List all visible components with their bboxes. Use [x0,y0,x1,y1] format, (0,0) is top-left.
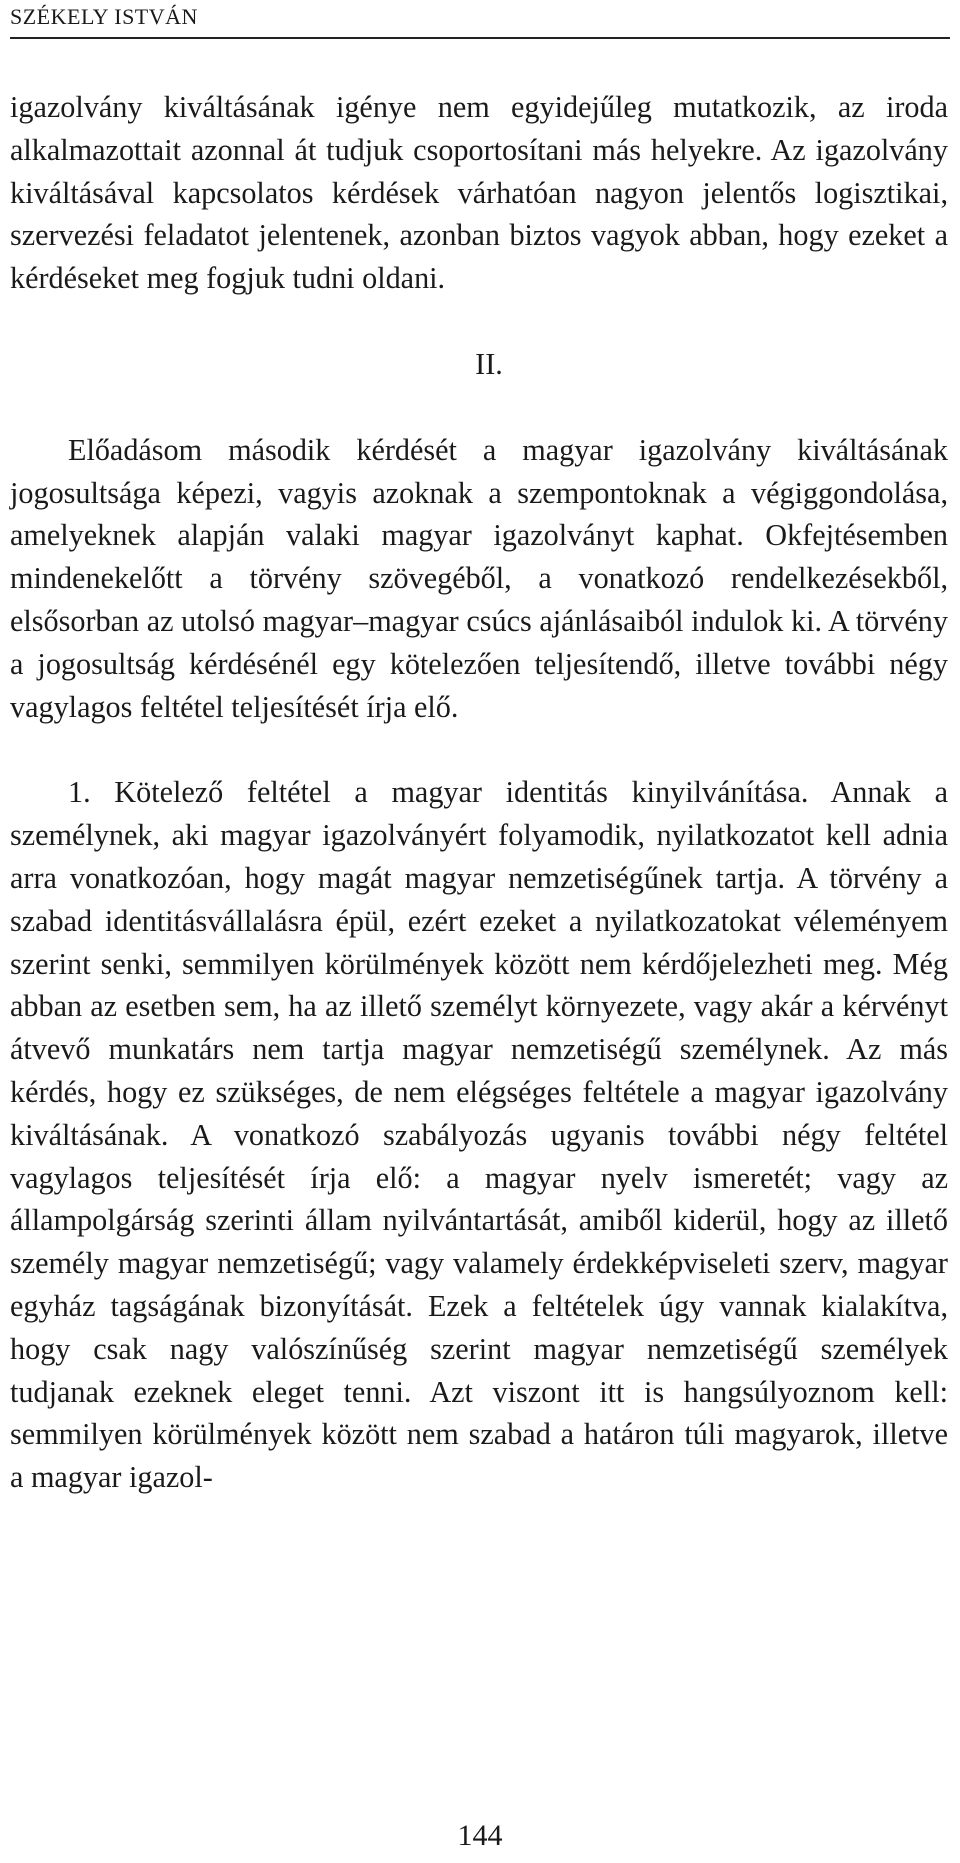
header-rule [10,37,950,39]
paragraph-gap [10,728,948,771]
paragraph-continued: igazolvány kiváltásának igénye nem egyidejűleg mutatkozik, az iroda alkalmazottait azonnal át tudjuk csoportosítani más helyekre. Az igazolvány kiváltásával kapcsolatos kérdések várhatóan nagyon jelentős logisztikai, szervezési feladatot jelentenek, azonban biztos vagyok abban, hogy ezeket a kérdéseket meg fogjuk tudni oldani. [10,90,948,296]
body-text [10,86,948,1499]
section-heading: II. [475,346,503,381]
paragraph-mandatory-condition: 1. Kötelező feltétel a magyar identitás kinyilvánítása. Annak a személynek, aki magyar igazolványért folyamodik, nyilatkozatot kell adnia arra vonatkozóan, hogy magát magyar nemzetiségűnek tartja. A törvény a szabad identitásvállalásra épül, ezért ezeket a nyilatkozatokat véleményem szerint senki, semmilyen körülmények között nem kérdőjelezheti meg. Még abban az esetben sem, ha az illető személyt környezete, vagy akár a kérvényt átvevő munkatárs nem tartja magyar nemzetiségű személynek. Az más kérdés, hogy ez szükséges, de nem elégséges feltétele a magyar igazolvány kiváltásának. A vonatkozó szabályozás ugyanis további négy feltétel vagylagos teljesítését írja elő: a magyar nyelv ismeretét; vagy az állampolgárság szerinti állam nyilvántartását, amiből kiderül, hogy az illető személy magyar nemzetiségű; vagy valamely érdekképviseleti szerv, magyar egyház tagságának bizonyítását. Ezek a feltételek úgy vannak kialakítva, hogy csak nagy valószínűség szerint magyar nemzetiségű személyek tudjanak ezeknek eleget tenni. Azt viszont itt is hangsúlyoznom kell: semmilyen körülmények között nem szabad a határon túli magyarok, illetve a magyar igazol- [10,775,948,1495]
page-number: 144 [457,1819,503,1852]
paragraph-second-question: Előadásom második kérdését a magyar igazolvány kiváltásának jogosultsága képezi, vagyis azoknak a szempontoknak a végiggondolása, amelyeknek alapján valaki magyar igazolványt kaphat. Okfejtésemben mindenekelőtt a törvény szövegéből, a vonatkozó rendelkezésekből, elsősorban az utolsó magyar–magyar csúcs ajánlásaiból indulok ki. A törvény a jogosultság kérdésénél egy kötelezően teljesítendő, illetve további négy vagylagos feltétel teljesítését írja elő. [10,432,948,724]
running-head: SZÉKELY ISTVÁN [10,4,198,29]
